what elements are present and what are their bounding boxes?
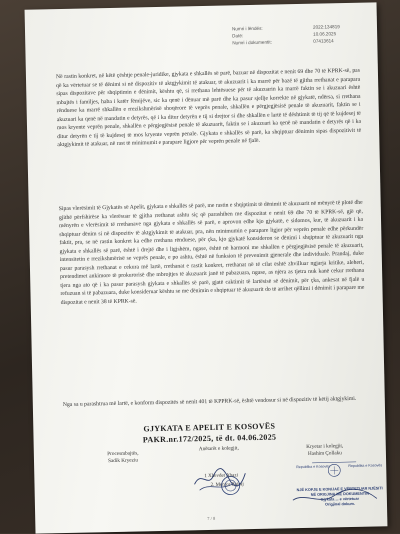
stamp-line: NJË KOPJE E KONIJAE E VËRTETUAR NJËSITI NË ORIGJINA ME DOKUMENTIN: [296, 486, 383, 497]
meta-value: 07413614: [313, 38, 334, 45]
document-page: [25, 2, 388, 533]
meta-label: Numri i dokumentit:: [232, 39, 272, 46]
meta-label: Numri i lëndës:: [231, 25, 263, 32]
signature-role: Anëtarët e kolegjit,: [198, 445, 239, 453]
court-seal-icon: [220, 475, 240, 495]
stamp-label: Republika e Kosovës: [348, 463, 383, 469]
panel-member-1: 1 Xhevdet Abazi: [204, 473, 239, 480]
stamp-line: Gjykata ... e vërtetuar: [320, 496, 360, 502]
court-name: GJYKATA E APELIT E KOSOVËS: [143, 421, 276, 434]
signature-presiding-judge: [280, 443, 370, 459]
meta-value: 2022:134819: [312, 24, 340, 30]
signature-name: Sadik Kryeziu: [108, 457, 138, 465]
page-number: 7 / 8: [207, 515, 216, 522]
stamp-label: Republika e Kosovës: [296, 464, 330, 470]
signature-role: Kryetar i kolegjit,: [306, 443, 344, 450]
signature-name: Hashim Çollaku: [307, 450, 342, 457]
signature-clerk: [88, 450, 158, 465]
meta-row-document-number: [232, 37, 357, 47]
case-reference: PAKR.nr.172/2025, të dt. 04.06.2025: [142, 432, 277, 444]
meta-value: 10.06.2025: [313, 31, 337, 37]
signature-panel-members: [174, 445, 264, 454]
panel-member-2: 2. Mentor Bajraj: [210, 482, 244, 488]
stamp-text: [295, 486, 385, 508]
meta-label: Datë:: [232, 33, 244, 39]
stamp-line: Origjinal dokum.: [324, 501, 355, 507]
body-paragraph: Nga sa u parashtrua më lartë, e konform dispozitës së nenit 401 të KPPRK-së, është vendosur si në dispozitiv të këtij aktgjykimi.: [62, 395, 357, 409]
signature-role: Procesmbajtës,: [107, 450, 139, 458]
body-paragraph: Në rastin konkret, në këtë çështje penale-juridike, gjykata e shkallës së parë, bazuar në dispozitat e nenit 69 dhe 70 të KPRK-së, pas që ka vërtetuar se të dënimi si në dispozitiv të aktgjykimit të atakuar, të akuzuarit i ka marrë për bazë të gjitha rrethanat e parapara sipas dispozitave për shqiptimin e dënimit, kështu që, si rrethana lehtësuese për të akuzuarin ka marrë faktin se i akuzuari është mbajtës i familjes, haba i katër fëmijëve, sic ka qenë i dënuar më parë dhe ka pasur sjellje korrekte në gjykatë, ndërsa, si rrethana rënduese ka marrë shkallën e rrezikshmërisë shoqërore të veprës penale, shkallën e përgjegjësisë penale të akuzuarit, faktin se i akuzuari ka qenë në mandatin e detyrës, që i ka ditur detyrën e tij si drejtor si dhe shkallën e lartë të dështimit të tij që të kujdesej të mos kryente veprën penale, shkallën e përgjegjësisë penale të akuzuarit, faktin se i akuzuari ka qenë në mandatin e detyrës që i ka ditur detyrën e tij të kujdesej të mos kryente veprën penale. Gjykata e shkallës së parë, ka shqiptuar dënimin sipas dispozitivit të aktgjykimit të atakuar, në rast të minimumit e parapare ligjore për veprën penale në fjalë.: [55, 67, 362, 149]
body-paragraph: Sipas vlerësimit të Gjykatës së Apelit, gjykata e shkallës së parë, me rastin e shqiptimit të dënimit të akuzuarit në mënyrë të plotë dhe gjithë përfshirëse ka vlerësuar të gjitha rrethanat ashtu siç që parashihen me dispozitat e nenit 69 dhe 70 të KPRK-së, gjë që, mënyrën e vlerësimit të rrethanave nga gjykata e shkallës së parë, e aprovon edhe kjo gjykatë, e sidomos, kur, të akuzuarit i ka shqiptuar dënim si në dispozitiv të aktgjykimit të atakuar, pra, nën minimumin e parapare ligjor për veprën penale edhe përkundër faktit, pra, se në rastin konkret ka edhe rrethana rënduese, për çka, kjo gjykatë konsideron se dënimi i shqiptuar të akuzuarit nga gjykata e shkallës së parë, është i drejtë dhe i ligjshëm, ngase, është në harmoni me shkallën e përgjegjësisë penale të akuzuarit, intensitetin e rrezikshmërisë se veprës penale, e po ashtu, është në funksion të prevenimit gjenerale dhe individuale. Prandaj, duke pasur parasysh rrethanat e cekura më lartë, rrethanat e rastit konkret, rrethanat në të cilat është zhvilluar ngjarja kritike, aleheri, pretendimet ankimore të prokurorisë dhe mbrojtjes të akuzuarit janë të pabazuara, ngase, as njëra as tjetra nuk kanë cekur rrethana tjera nga ato që i ka pasur parasysh gjykata e shkallës së parë, gjatë caktimit të lartësisë së dënimit, për çka, ankesat në fjalë u refuzuan si të pabazuara, duke konsideruar kështu se me dënimin e shqiptuar të akuzuarit do të arrihet qëllimi i dënimit i parapare me dispozitat e nenit 38 të KPRK-së.: [58, 199, 365, 306]
document-metadata: [232, 23, 357, 47]
